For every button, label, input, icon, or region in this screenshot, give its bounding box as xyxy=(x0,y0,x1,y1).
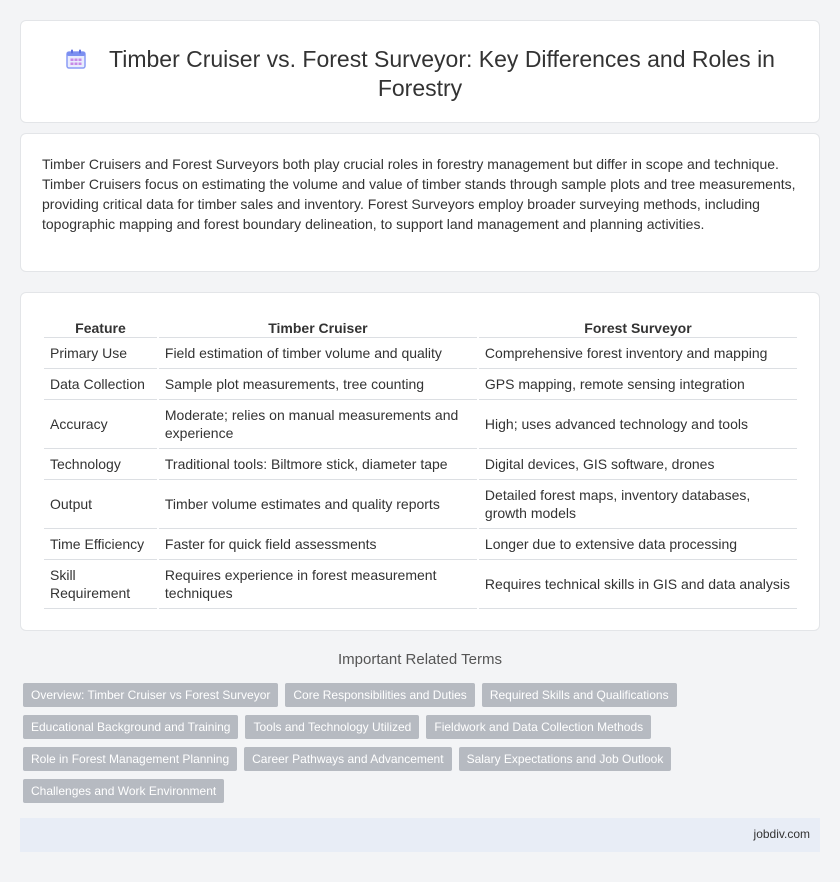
timber-cruiser-cell: Field estimation of timber volume and quality xyxy=(159,338,477,369)
comparison-table xyxy=(42,312,799,609)
comparison-card xyxy=(20,292,820,631)
table-row xyxy=(44,338,797,369)
footer-site-link[interactable]: jobdiv.com xyxy=(753,827,810,841)
forest-surveyor-cell: Digital devices, GIS software, drones xyxy=(479,449,797,480)
related-term-tag[interactable]: Fieldwork and Data Collection Methods xyxy=(426,715,651,739)
header-timber-cruiser: Timber Cruiser xyxy=(159,312,477,338)
timber-cruiser-cell: Faster for quick field assessments xyxy=(159,529,477,560)
forest-surveyor-cell: Comprehensive forest inventory and mapping xyxy=(479,338,797,369)
feature-cell: Primary Use xyxy=(44,338,157,369)
header-feature: Feature xyxy=(44,312,157,338)
feature-cell: Time Efficiency xyxy=(44,529,157,560)
related-terms-list xyxy=(23,683,783,803)
timber-cruiser-cell: Moderate; relies on manual measurements and experience xyxy=(159,400,477,449)
related-term-tag[interactable]: Overview: Timber Cruiser vs Forest Surveyor xyxy=(23,683,278,707)
footer xyxy=(20,818,820,852)
feature-cell: Accuracy xyxy=(44,400,157,449)
timber-cruiser-cell: Sample plot measurements, tree counting xyxy=(159,369,477,400)
title-card xyxy=(20,20,820,123)
related-term-tag[interactable]: Role in Forest Management Planning xyxy=(23,747,237,771)
related-term-tag[interactable]: Educational Background and Training xyxy=(23,715,238,739)
intro-paragraph: Timber Cruisers and Forest Surveyors both play crucial roles in forestry management but differ in scope and technique. Timber Cruisers focus on estimating the volume and value of timber stands through sample plots and tree measurements, providing critical data for timber sales and inventory. Forest Surveyors employ broader surveying methods, including topographic mapping and forest boundary delineation, to support land management and planning activities. xyxy=(42,156,796,232)
related-terms-heading: Important Related Terms xyxy=(338,651,502,668)
table-row xyxy=(44,449,797,480)
forest-surveyor-cell: High; uses advanced technology and tools xyxy=(479,400,797,449)
forest-surveyor-cell: Requires technical skills in GIS and data analysis xyxy=(479,560,797,609)
header-forest-surveyor: Forest Surveyor xyxy=(479,312,797,338)
feature-cell: Output xyxy=(44,480,157,529)
forest-surveyor-cell: Longer due to extensive data processing xyxy=(479,529,797,560)
timber-cruiser-cell: Traditional tools: Biltmore stick, diameter tape xyxy=(159,449,477,480)
related-term-tag[interactable]: Salary Expectations and Job Outlook xyxy=(459,747,672,771)
feature-cell: Skill Requirement xyxy=(44,560,157,609)
table-row xyxy=(44,529,797,560)
related-term-tag[interactable]: Required Skills and Qualifications xyxy=(482,683,677,707)
forest-surveyor-cell: Detailed forest maps, inventory databases, growth models xyxy=(479,480,797,529)
table-row xyxy=(44,400,797,449)
title-wrap xyxy=(61,45,779,103)
timber-cruiser-cell: Requires experience in forest measurement techniques xyxy=(159,560,477,609)
related-term-tag[interactable]: Challenges and Work Environment xyxy=(23,779,224,803)
feature-cell: Technology xyxy=(44,449,157,480)
table-row xyxy=(44,560,797,609)
intro-card xyxy=(20,133,820,272)
table-row xyxy=(44,369,797,400)
feature-cell: Data Collection xyxy=(44,369,157,400)
page-title-text: Timber Cruiser vs. Forest Surveyor: Key Differences and Roles in Forestry xyxy=(109,46,775,101)
related-term-tag[interactable]: Tools and Technology Utilized xyxy=(245,715,419,739)
page-title xyxy=(65,46,775,101)
related-term-tag[interactable]: Core Responsibilities and Duties xyxy=(285,683,474,707)
forest-surveyor-cell: GPS mapping, remote sensing integration xyxy=(479,369,797,400)
timber-cruiser-cell: Timber volume estimates and quality reports xyxy=(159,480,477,529)
calendar-icon xyxy=(65,48,87,70)
table-header-row xyxy=(44,312,797,338)
related-term-tag[interactable]: Career Pathways and Advancement xyxy=(244,747,451,771)
table-row xyxy=(44,480,797,529)
